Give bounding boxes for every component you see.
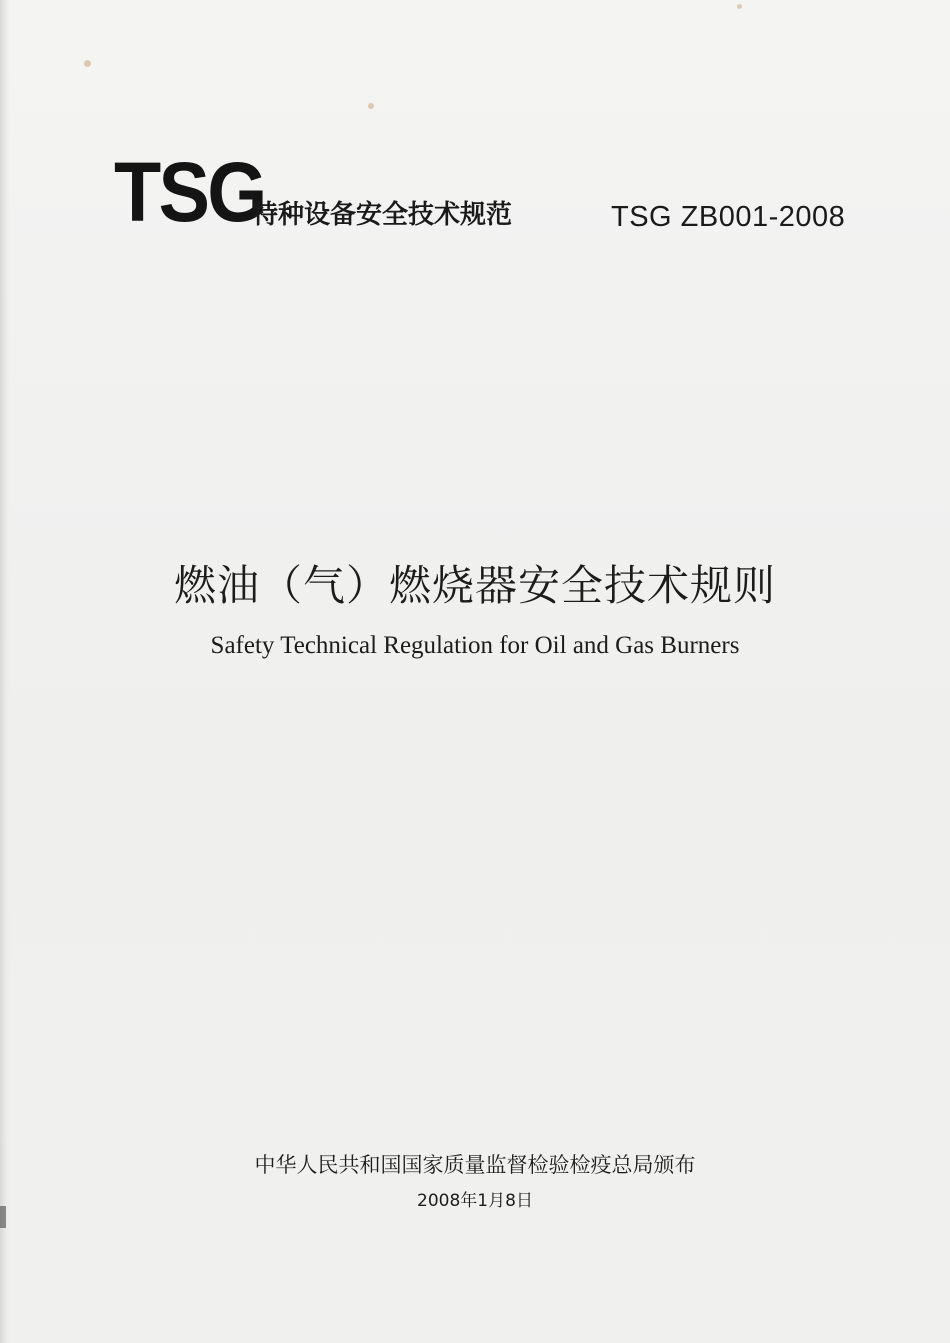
document-code: TSG ZB001-2008 [611, 201, 846, 233]
paper-speck [84, 60, 91, 67]
series-title: 特种设备安全技术规范 [252, 200, 513, 230]
document-title-chinese: 燃油（气）燃烧器安全技术规则 [173, 561, 776, 610]
issue-date: 2008年1月8日 [417, 1191, 533, 1211]
issuing-authority: 中华人民共和国国家质量监督检验检疫总局颁布 [254, 1153, 696, 1177]
paper-speck [368, 103, 374, 109]
document-title-english: Safety Technical Regulation for Oil and Gas Burners [210, 632, 740, 659]
paper-speck [737, 4, 742, 9]
page-left-edge [0, 0, 10, 1343]
tsg-logo: TSG [114, 145, 265, 239]
